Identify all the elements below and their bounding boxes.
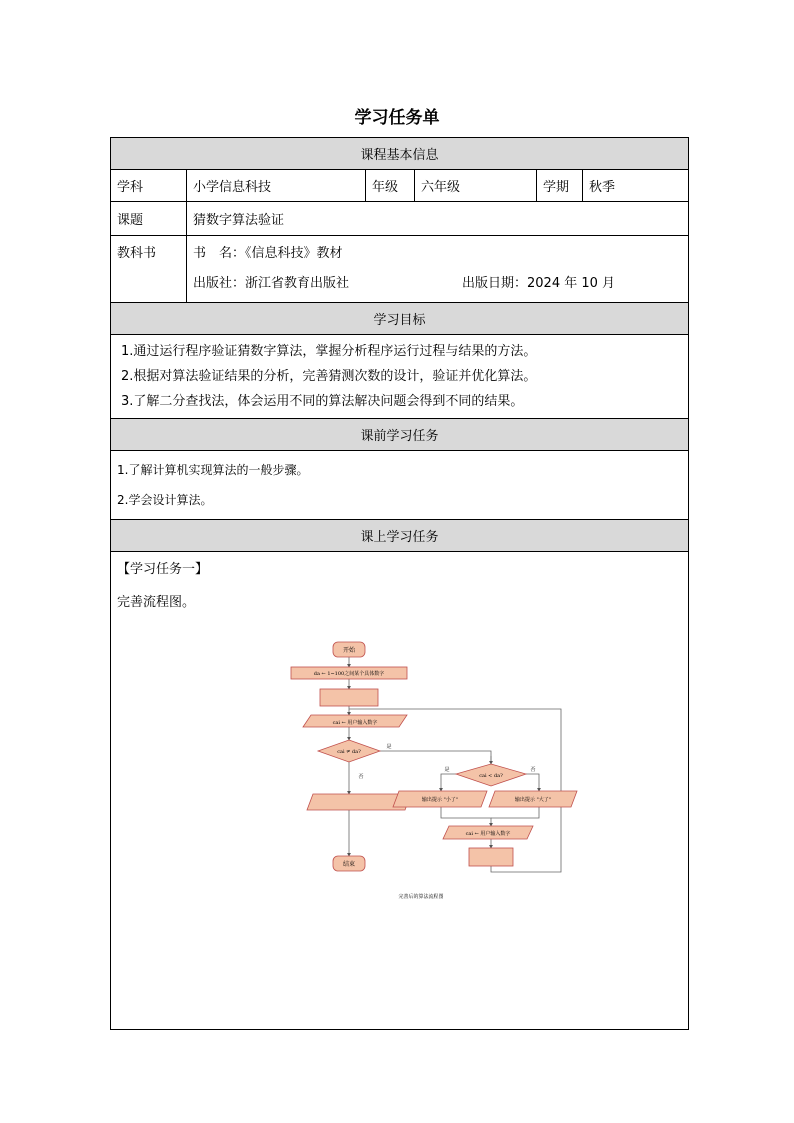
no1-label: 否 <box>358 774 364 780</box>
pre-task-item: 2.学会设计算法。 <box>117 493 213 507</box>
decision2-label: cai < da? <box>479 773 503 779</box>
goal-item: 3.了解二分查找法，体会运用不同的算法解决问题会得到不同的结果。 <box>121 394 524 409</box>
publish-date: 出版日期：2024 年 10 月 <box>462 276 616 291</box>
yes1-label: 是 <box>386 744 392 750</box>
flowchart-caption: 完善后的算法流程图 <box>398 894 444 900</box>
class-task-area <box>111 552 689 1030</box>
section-basic-info: 课程基本信息 <box>111 138 689 170</box>
out-big-label: 输出提示 "大了" <box>514 797 552 803</box>
flowchart <box>281 634 552 904</box>
start-label: 开始 <box>342 647 356 654</box>
decision1-label: cai ≠ da? <box>337 749 361 755</box>
term-label: 学期 <box>537 170 583 202</box>
section-goals: 学习目标 <box>111 303 689 335</box>
textbook-info <box>187 236 689 303</box>
out-small-label: 输出提示 "小了" <box>421 797 459 803</box>
no2-label: 否 <box>530 767 536 773</box>
grade-label: 年级 <box>366 170 415 202</box>
input1-label: cai ← 用户输入数字 <box>332 720 378 726</box>
section-pre-tasks: 课前学习任务 <box>111 419 689 451</box>
textbook-label: 教科书 <box>111 236 187 303</box>
publisher: 出版社：浙江省教育出版社 <box>193 276 350 291</box>
topic-label: 课题 <box>111 202 187 236</box>
topic-value: 猜数字算法验证 <box>187 202 689 236</box>
end-label: 结束 <box>342 861 356 868</box>
yes2-label: 是 <box>444 767 450 773</box>
section-class-tasks: 课上学习任务 <box>111 520 689 552</box>
task-one-label: 【学习任务一】 <box>117 562 209 577</box>
pre-task-item: 1.了解计算机实现算法的一般步骤。 <box>117 463 309 477</box>
init-label: da ← 1~100之间某个具体数字 <box>313 671 385 677</box>
blank-step-2 <box>469 848 513 866</box>
task-sheet-table <box>110 137 689 1030</box>
goal-item: 1.通过运行程序验证猜数字算法，掌握分析程序运行过程与结果的方法。 <box>121 344 537 359</box>
blank-step <box>320 689 378 706</box>
subject-value: 小学信息科技 <box>187 170 366 202</box>
goal-item: 2.根据对算法验证结果的分析，完善猜测次数的设计，验证并优化算法。 <box>121 369 537 384</box>
grade-value: 六年级 <box>415 170 537 202</box>
term-value: 秋季 <box>583 170 689 202</box>
document-title: 学习任务单 <box>354 108 440 128</box>
subject-label: 学科 <box>111 170 187 202</box>
book-name: 书 名：《信息科技》教材 <box>193 246 343 261</box>
task-one-text: 完善流程图。 <box>117 595 196 610</box>
input2-label: cai ← 用户输入数字 <box>465 831 511 837</box>
